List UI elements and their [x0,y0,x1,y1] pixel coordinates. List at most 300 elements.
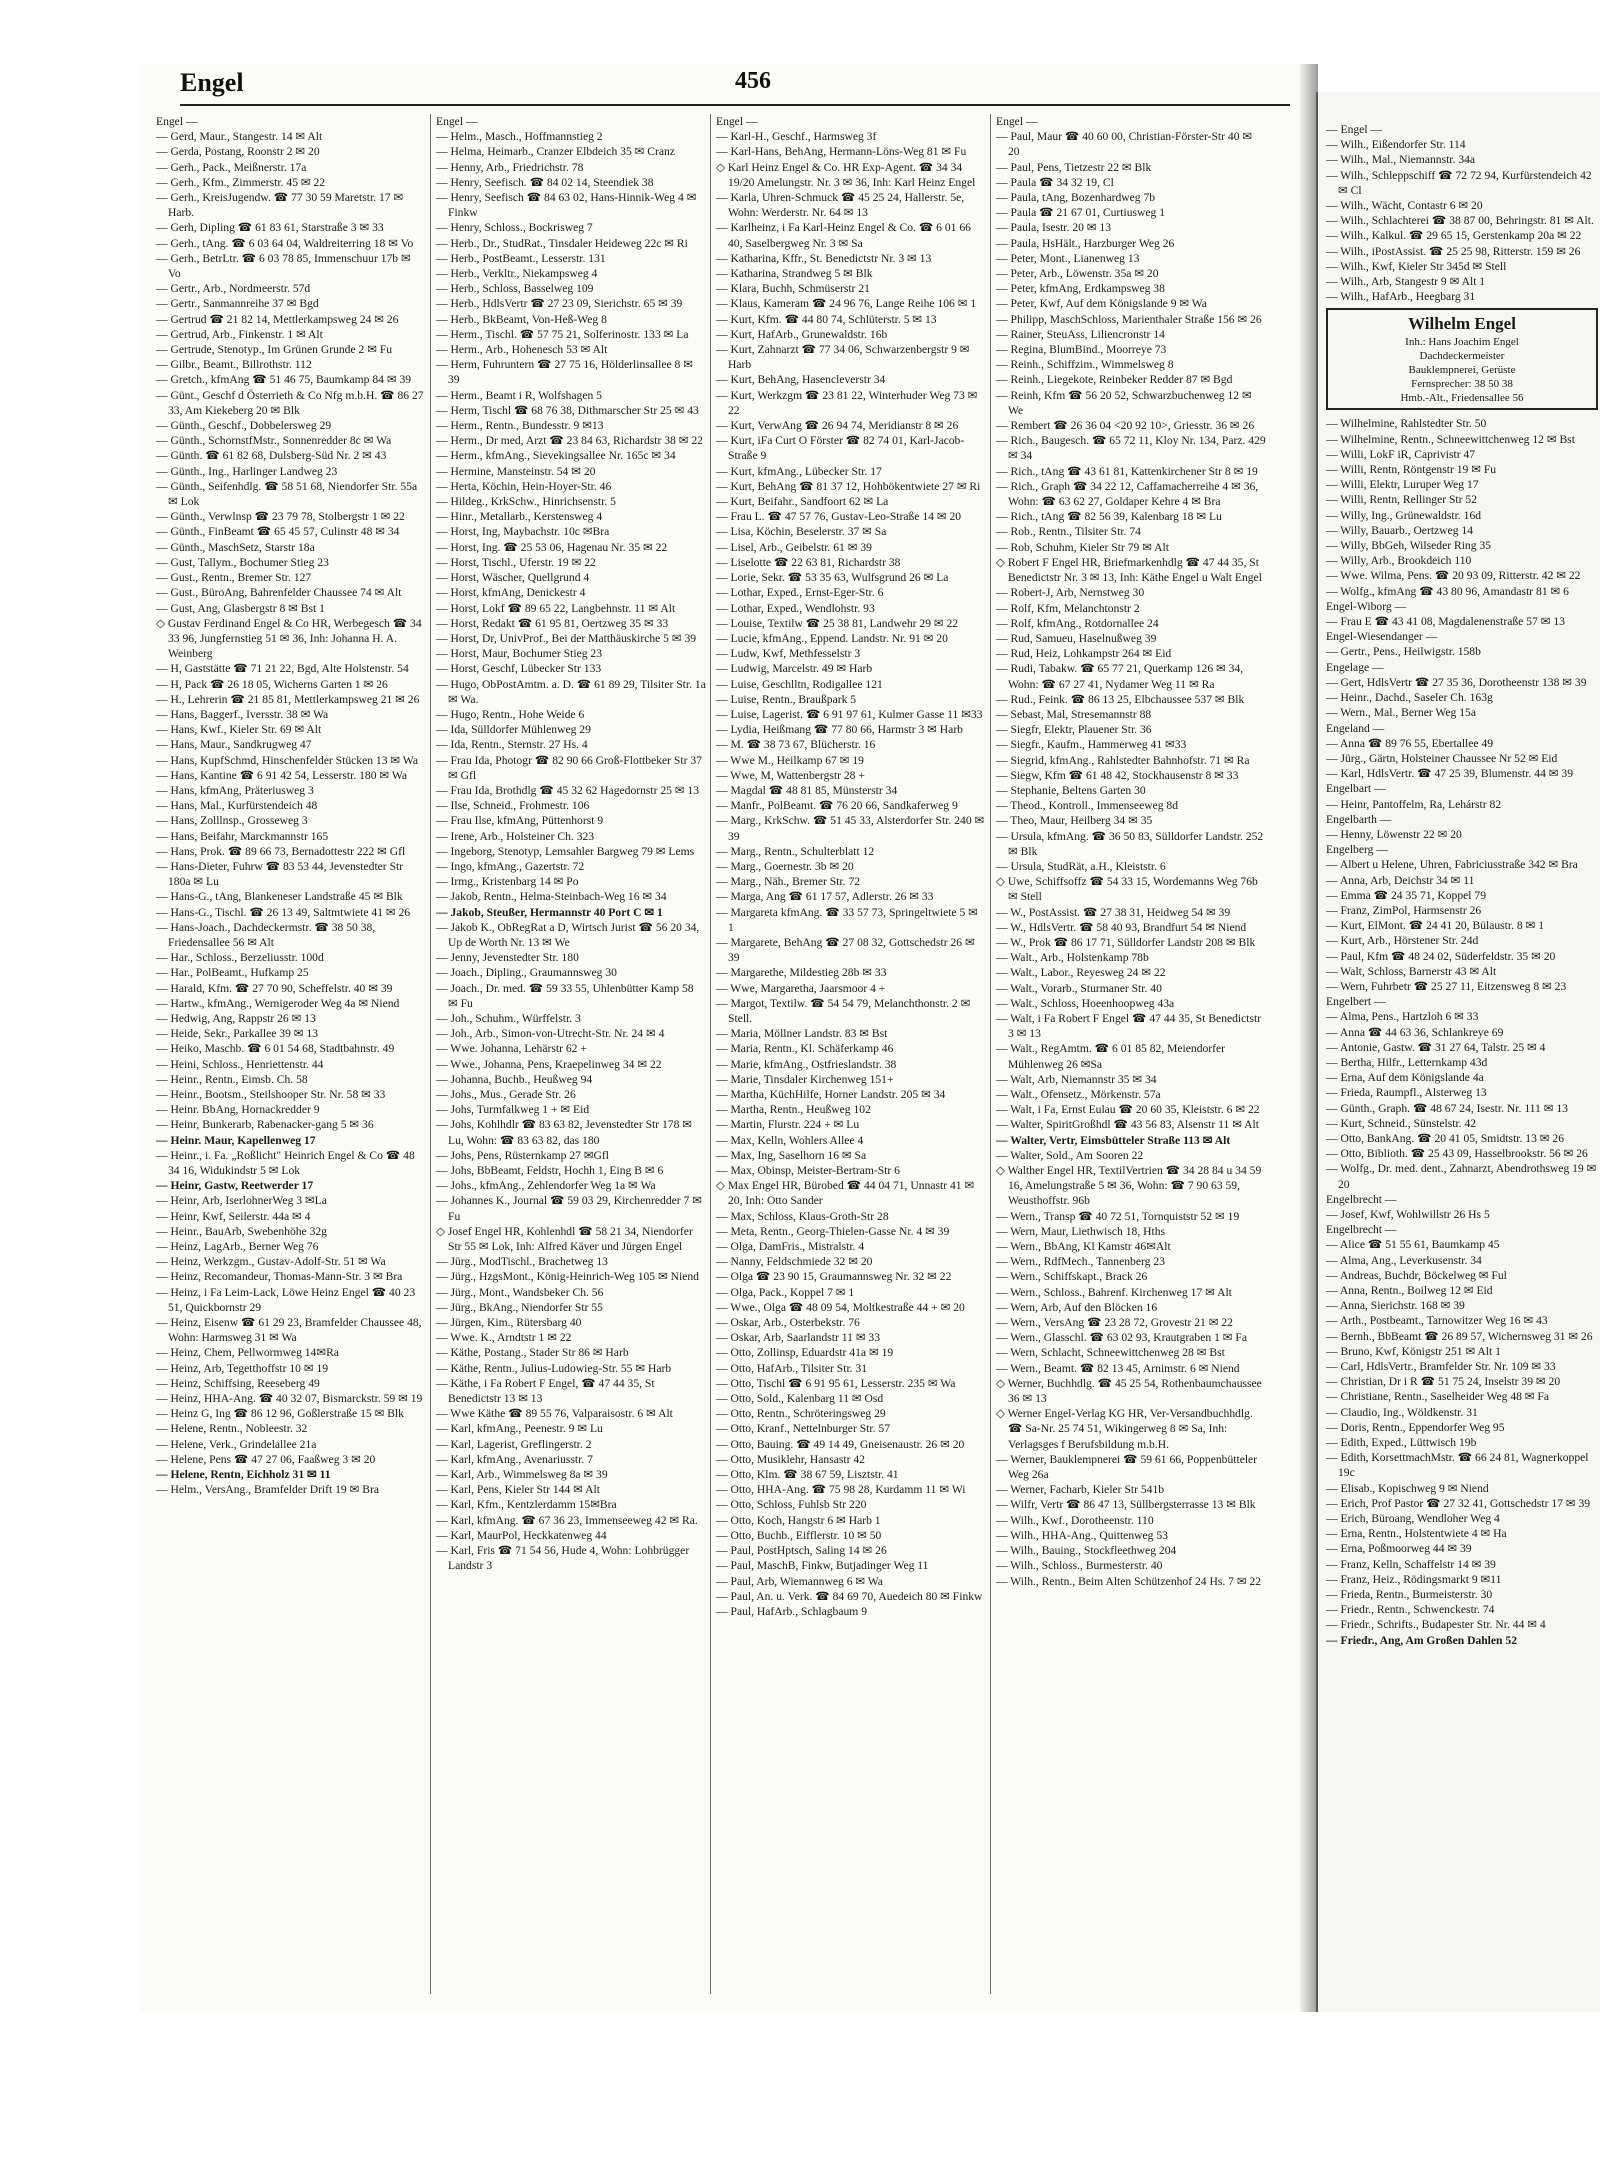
directory-entry: — Günth., Ing., Harlinger Landweg 23 [156,464,338,478]
directory-entry: — Erich, Büroang, Wendloher Weg 4 [1326,1512,1500,1526]
directory-entry: — Willy, BbGeh, Wilseder Ring 35 [1326,539,1492,553]
directory-entry: — Wilh., Arb, Stangestr 9 ✉ Alt 1 [1326,275,1486,289]
directory-entry: — Rob., Rentn., Tilsiter Str. 74 [996,525,1141,539]
directory-entry: — Wilh., Wächt, Contastr 6 ✉ 20 [1326,199,1483,213]
directory-entry: — Walt., Labor., Reyesweg 24 ✉ 22 [996,966,1166,980]
directory-entry: — Hans, Prok. ☎ 89 66 73, Bernadottestr 222 ✉ Gfl [156,844,406,858]
directory-entry: — Ludwig, Marcelstr. 49 ✉ Harb [716,662,873,676]
directory-entry: — Otto, HHA-Ang. ☎ 75 98 28, Kurdamm 11 ✉ Wi [716,1483,966,1497]
directory-column-3 [716,114,986,2004]
directory-entry: — H, Gaststätte ☎ 71 21 22, Bgd, Alte Holstenstr. 54 [156,662,409,676]
directory-entry: — Paul, An. u. Verk. ☎ 84 69 70, Auedeich 80 ✉ Finkw [716,1589,983,1603]
directory-entry: — Ida, Sülldorfer Mühlenweg 29 [436,723,591,737]
directory-entry: — Gerh., Pack., Meißnerstr. 17a [156,160,307,174]
directory-entry: — Willi, Rentn, Röntgenstr 19 ✉ Fu [1326,463,1497,477]
directory-entry: — Kurt, kfmAng., Lübecker Str. 17 [716,464,882,478]
directory-entry: — Walter, Vertr, Eimsbütteler Straße 113 ✉ Alt [996,1133,1231,1147]
directory-entry: — Henry, Schloss., Bockrisweg 7 [436,221,593,235]
directory-entry: Engelbrecht — [1326,1223,1397,1237]
directory-entry: — Katharina, Strandweg 5 ✉ Blk [716,267,873,281]
directory-entry: — Karla, Uhren-Schmuck ☎ 45 25 24, Hallerstr. 5e, Wohn: Werderstr. Nr. 64 ✉ 13 [716,191,965,220]
directory-entry: — Friedr., Schrifts., Budapester Str. Nr. 44 ✉ 4 [1326,1618,1546,1632]
directory-entry: — Christian, Dr i R ☎ 51 75 24, Inselstr 39 ✉ 20 [1326,1375,1561,1389]
directory-entry: — Horst, Lokf ☎ 89 65 22, Langbehnstr. 11 ✉ Alt [436,601,676,615]
directory-entry: — Olga ☎ 23 90 15, Graumannsweg Nr. 32 ✉ 22 [716,1270,952,1284]
directory-entry: — Bruno, Kwf, Königstr 251 ✉ Alt 1 [1326,1344,1501,1358]
directory-entry: — Gust., Rentn., Bremer Str. 127 [156,571,312,585]
directory-entry: — Franz, Heiz., Rödingsmarkt 9 ✉11 [1326,1572,1502,1586]
column-divider [430,114,431,1994]
directory-entry: — Jakob, Steußer, Hermannstr 40 Port C ✉ 1 [436,905,663,919]
directory-entry: — Marg., KrkSchw. ☎ 51 45 33, Alsterdorfer Str. 240 ✉ 39 [716,814,985,843]
directory-entry: — Horst, Tischl., Uferstr. 19 ✉ 22 [436,555,596,569]
directory-entry: — Günth., MaschSetz, Starstr 18a [156,540,315,554]
directory-entry: — Gerh., KreisJugendw. ☎ 77 30 59 Maretstr. 17 ✉ Harb. [156,191,404,220]
directory-entry: — Frau E ☎ 43 41 08, Magdalenenstraße 57 ✉ 13 [1326,615,1565,629]
directory-entry: — Wern., Beamt. ☎ 82 13 45, Arnimstr. 6 ✉ Niend [996,1361,1240,1375]
directory-entry: — Wolfg., Dr. med. dent., Zahnarzt, Abendrothsweg 19 ✉ 20 [1326,1162,1597,1191]
ad-line: Inh.: Hans Joachim Engel [1405,336,1519,349]
directory-entry: — Marga, Ang ☎ 61 17 57, Adlerstr. 26 ✉ 33 [716,890,934,904]
directory-entry: — Otto, HafArb., Tilsiter Str. 31 [716,1361,868,1375]
directory-entry: — Rob, Schuhm, Kieler Str 79 ✉ Alt [996,540,1169,554]
directory-entry: — Wilh., Mal., Niemannstr. 34a [1326,153,1476,167]
directory-entry: — Margarete, BehAng ☎ 27 08 32, Gottschedstr 26 ✉ 39 [716,935,975,965]
directory-entry: — Günt., Geschf d Österrieth & Co Nfg m.b.H. ☎ 86 27 33, Am Kiekeberg 20 ✉ Blk [156,388,424,417]
directory-entry: — Ilse, Schneid., Frohmestr. 106 [436,799,590,813]
directory-entry: — Jakob K., ObRegRat a D, Wirtsch Jurist ☎ 56 20 34, Up de Worth Nr. 13 ✉ We [436,920,700,949]
directory-entry: — Hans, Baggerf., Iversstr. 38 ✉ Wa [156,707,329,721]
directory-entry: — Herm., Tischl. ☎ 57 75 21, Solferinostr. 133 ✉ La [436,327,689,341]
directory-entry: — Gust., BüroAng, Bahrenfelder Chaussee 74 ✉ Alt [156,586,402,600]
directory-entry: — Joach., Dr. med. ☎ 59 33 55, Uhlenbütter Kamp 58 ✉ Fu [436,981,694,1010]
directory-entry: — Karl, Lagerist, Greflingerstr. 2 [436,1437,592,1451]
directory-entry: — Kurt, Zahnarzt ☎ 77 34 06, Schwarzenbergstr 9 ✉ Harb [716,343,970,372]
directory-entry: — Gilbr., Beamt., Billrothstr. 112 [156,358,312,372]
directory-entry: — Herb., Dr., StudRat., Tinsdaler Heideweg 22c ✉ Ri [436,236,688,250]
directory-entry: ◇ Werner Engel-Verlag KG HR, Ver-Versandbuchhdlg. ☎ Sa-Nr. 25 74 51, Wikingerweg 8 ✉ Sa, Inh: Verlagsges f Berufsbildung m.b.H. [996,1407,1253,1451]
column-divider [710,114,711,1994]
directory-entry: — Philipp, MaschSchloss, Marienthaler Straße 156 ✉ 26 [996,312,1262,326]
directory-entry: — Otto, Rentn., Schröteringsweg 29 [716,1407,886,1421]
directory-entry: — Kurt, Werkzgm ☎ 23 81 22, Winterhuder Weg 73 ✉ 22 [716,388,978,417]
directory-entry: — Emma ☎ 24 35 71, Koppel 79 [1326,888,1486,902]
ad-line: Hmb.-Alt., Friedensallee 56 [1400,392,1524,405]
directory-entry: — Johannes K., Journal ☎ 59 03 29, Kirchenredder 7 ✉ Fu [436,1194,702,1223]
directory-entry: ◇ Walther Engel HR, TextilVertrien ☎ 34 28 84 u 34 59 16, Amelungstraße 5 ✉ 36, Wohn: ☎ 7 90 63 59, Weusthoffstr. 96b [996,1164,1262,1208]
directory-entry: — Rudi, Tabakw. ☎ 65 77 21, Querkamp 126 ✉ 34, Wohn: ☎ 67 27 41, Nydamer Weg 11 ✉ Ra [996,662,1244,691]
directory-entry: — Martin, Flurstr. 224 + ✉ Lu [716,1118,860,1132]
directory-entry: — Otto, Schloss, Fuhlsb Str 220 [716,1498,867,1512]
directory-entry: — Gertr., Arb., Nordmeerstr. 57d [156,282,311,296]
directory-entry: — Otto, Klm. ☎ 38 67 59, Lisztstr. 41 [716,1468,899,1482]
directory-entry: — Lothar, Exped., Ernst-Eger-Str. 6 [716,586,884,600]
directory-entry: — Doris, Rentn., Eppendorfer Weg 95 [1326,1420,1505,1434]
directory-entry: — Gerh., tAng. ☎ 6 03 64 04, Waldreiterring 18 ✉ Vo [156,236,414,250]
directory-entry: — Wwe. Wilma, Pens. ☎ 20 93 09, Ritterstr. 42 ✉ 22 [1326,569,1581,583]
directory-entry: — Hans, KupfSchmd, Hinschenfelder Stücken 13 ✉ Wa [156,753,418,767]
facing-entries-bottom [1326,416,1598,1647]
directory-entry: — Har., PolBeamt., Hufkamp 25 [156,966,309,980]
directory-entry: — Gertrud ☎ 21 82 14, Mettlerkampsweg 24 ✉ 26 [156,312,399,326]
directory-entry: — Henny, Löwenstr 22 ✉ 20 [1326,827,1462,841]
directory-entry: — Ingo, kfmAng., Gazertstr. 72 [436,859,585,873]
directory-entry: — Otto, Kranf., Nettelnburger Str. 57 [716,1422,890,1436]
directory-entry: — Peter, Arb., Löwenstr. 35a ✉ 20 [996,267,1159,281]
page-margin [0,2012,1600,2177]
directory-entry: — Maria, Rentn., Kl. Schäferkamp 46 [716,1042,894,1056]
directory-entry: — Wern., Mal., Berner Weg 15a [1326,706,1476,720]
directory-entry: — Willy, Bauarb., Oertzweg 14 [1326,523,1473,537]
directory-entry: — Anna, Sierichstr. 168 ✉ 39 [1326,1299,1465,1313]
directory-entry: — Hans-Joach., Dachdeckermstr. ☎ 38 50 38, Friedensallee 56 ✉ Alt [156,920,376,949]
directory-entry: ◇ Werner, Buchhdlg. ☎ 45 25 54, Rothenbaumchaussee 36 ✉ 13 [996,1376,1262,1406]
directory-entry: — Hans, Zolllnsp., Grosseweg 3 [156,814,308,828]
directory-entry: — Kurt, Arb., Hörstener Str. 24d [1326,934,1479,948]
directory-entry: — Christiane, Rentn., Saselheider Weg 48 ✉ Fa [1326,1390,1550,1404]
directory-entry: — Wern, Maur, Liethwisch 18, Hths [996,1224,1166,1238]
directory-entry: — Heinr. BbAng, Hornackredder 9 [156,1103,320,1117]
directory-entry: — Herb., Verkltr., Niekampsweg 4 [436,267,598,281]
directory-entry: — Siegw, Kfm ☎ 61 48 42, Stockhausenstr 8 ✉ 33 [996,768,1239,782]
directory-entry: — Willi, Elektr, Luruper Weg 17 [1326,478,1479,492]
directory-entry: — Hans, Maur., Sandkrugweg 47 [156,738,312,752]
directory-entry: — Johs., kfmAng., Zehlendorfer Weg 1a ✉ Wa [436,1179,656,1193]
directory-entry: — Kurt, Schneid., Sünstelstr. 42 [1326,1116,1477,1130]
directory-entry: — Wwe., Johanna, Pens, Kraepelinweg 34 ✉ 22 [436,1057,662,1071]
directory-entry: — Jürg., HzgsMont., König-Heinrich-Weg 105 ✉ Niend [436,1270,699,1284]
directory-entry: — Lydia, Heißmang ☎ 77 80 66, Harmstr 3 ✉ Harb [716,723,963,737]
directory-entry: — Heinz, Arb, Tegetthoffstr 10 ✉ 19 [156,1361,329,1375]
directory-entry: — Walter, SpiritGroßhdl ☎ 43 56 83, Alsenstr 11 ✉ Alt [996,1118,1259,1132]
directory-entry: — Marie, Tinsdaler Kirchenweg 151+ [716,1072,894,1086]
directory-entry: — Kurt, Kfm. ☎ 44 80 74, Schlüterstr. 5 ✉ 13 [716,312,937,326]
directory-entry: Engel — [156,115,198,128]
directory-entry: — Heinz, Schiffsing, Reeseberg 49 [156,1376,320,1390]
directory-entry: Engelberg — [1326,843,1388,857]
directory-entry: — Paul, Kfm ☎ 48 24 02, Süderfeldstr. 35 ✉ 20 [1326,949,1556,963]
directory-entry: — Peter, Kwf, Auf dem Königslande 9 ✉ Wa [996,297,1207,311]
directory-entry: — Herm., Beamt i R, Wolfshagen 5 [436,388,602,402]
directory-entry: — Marg., Rentn., Schulterblatt 12 [716,844,875,858]
directory-entry: — Frau L. ☎ 47 57 76, Gustav-Leo-Straße 14 ✉ 20 [716,510,962,524]
ad-line: Dachdeckermeister [1419,350,1505,363]
directory-entry: — Rainer, SteuAss, Liliencronstr 14 [996,327,1165,341]
directory-entry: — Helene, Rentn., Nobleestr. 32 [156,1422,308,1436]
directory-entry: — Rud, Heiz, Lohkampstr 264 ✉ Eid [996,647,1172,661]
directory-entry: — Heiko, Maschb. ☎ 6 01 54 68, Stadtbahnstr. 49 [156,1042,395,1056]
directory-entry: — Gertr., Pens., Heilwigstr. 158b [1326,645,1481,659]
directory-entry: — Wilhelmine, Rahlstedter Str. 50 [1326,417,1487,431]
ad-line: Fernsprecher: 38 50 38 [1411,378,1513,391]
directory-entry: — Hugo, Rentn., Hohe Weide 6 [436,707,585,721]
directory-entry: — Ursula, kfmAng. ☎ 36 50 83, Sülldorfer Landstr. 252 ✉ Blk [996,829,1264,858]
directory-entry: — Wwe., Olga ☎ 48 09 54, Moltkestraße 44 + ✉ 20 [716,1300,965,1314]
directory-entry: — Horst, Geschf, Lübecker Str 133 [436,662,602,676]
directory-entry: — Wilh., Schlachterei ☎ 38 87 00, Behringstr. 81 ✉ Alt. [1326,214,1594,228]
directory-entry: — Gertrude, Stenotyp., Im Grünen Grunde 2 ✉ Fu [156,343,393,357]
directory-entry: — Luise, Geschlltn, Rodigallee 121 [716,677,883,691]
directory-entry: — Peter, Mont., Lianenweg 13 [996,251,1140,265]
directory-entry: — Otto, Koch, Hangstr 6 ✉ Harb 1 [716,1513,881,1527]
directory-column-2 [436,114,706,2004]
directory-entry: — Max, Obinsp, Meister-Bertram-Str 6 [716,1164,900,1178]
directory-entry: — Rich., Graph ☎ 34 22 12, Caffamacherreihe 4 ✉ 36, Wohn: ☎ 63 62 27, Goldaper Kehre 4 ✉ Bra [996,479,1259,509]
directory-entry: — Günth., FinBeamt ☎ 65 45 57, Culinstr 48 ✉ 34 [156,525,400,539]
directory-entry: — Willi, Rentn, Rellinger Str 52 [1326,493,1477,507]
directory-entry: — Lothar, Exped., Wendlohstr. 93 [716,601,875,615]
directory-entry: — Heinr., Dachd., Saseler Ch. 163g [1326,691,1493,705]
directory-entry: — Johanna, Buchb., Heußweg 94 [436,1072,593,1086]
directory-entry: — Regina, BlumBind., Moorreye 73 [996,343,1167,357]
directory-entry: — Hinr., Metallarb., Kerstensweg 4 [436,510,603,524]
directory-entry: — Ursula, StudRät, a.H., Kleiststr. 6 [996,859,1166,873]
directory-entry: — Walt, i Fa, Ernst Eulau ☎ 20 60 35, Kleiststr. 6 ✉ 22 [996,1103,1260,1117]
ad-title: Wilhelm Engel [1408,314,1516,334]
directory-entry: — Johs, Kohlhdlr ☎ 83 63 82, Jevenstedter Str 178 ✉ Lu, Wohn: ☎ 83 63 82, das 180 [436,1118,693,1147]
directory-entry: — Alice ☎ 51 55 61, Baumkamp 45 [1326,1238,1500,1252]
directory-entry: — Magdal ☎ 48 81 85, Münsterstr 34 [716,783,898,797]
directory-entry: — Hugo, ObPostAmtm. a. D. ☎ 61 89 29, Tilsiter Str. 1a ✉ Wa. [436,677,706,706]
directory-entry: — Wilhelmine, Rentn., Schneewittchenweg 12 ✉ Bst [1326,432,1575,446]
directory-entry: — Carl, HdlsVertr., Bramfelder Str. Nr. 109 ✉ 33 [1326,1360,1556,1374]
directory-entry: — Herb., Schloss, Basselweg 109 [436,282,594,296]
directory-entry: — Peter, kfmAng, Erdkampsweg 38 [996,282,1165,296]
directory-entry: — Wilh., Kwf., Dorotheenstr. 110 [996,1513,1154,1527]
directory-entry: — Helma, Heimarb., Cranzer Elbdeich 35 ✉ Cranz [436,145,675,159]
directory-entry: — Wilh., Schloss., Burmesterstr. 40 [996,1559,1163,1573]
directory-entry: — Herm., Rentn., Bundesstr. 9 ✉13 [436,419,604,433]
directory-entry: — Heinr, Gastw, Reetwerder 17 [156,1179,314,1193]
directory-entry: — Paula ☎ 21 67 01, Curtiusweg 1 [996,206,1166,220]
directory-entry: — Wilh., iPostAssist. ☎ 25 25 98, Ritterstr. 159 ✉ 26 [1326,244,1581,258]
directory-entry: — Karl, Fris ☎ 71 54 56, Hude 4, Wohn: Lohbrügger Landstr 3 [436,1544,690,1573]
directory-entry: — Werner, Bauklempnerei ☎ 59 61 66, Poppenbütteler Weg 26a [996,1452,1258,1482]
directory-entry: — Wwe, M, Wattenbergstr 28 + [716,768,865,782]
directory-entry: — Heinr, Bunkerarb, Rabenacker-gang 5 ✉ 36 [156,1118,374,1132]
directory-entry: — Frieda, Raumpfl., Alsterweg 13 [1326,1086,1487,1100]
directory-entry: — Katharina, Kffr., St. Benedictstr Nr. 3 ✉ 13 [716,251,932,265]
directory-entry: — Friedr., Ang, Am Großen Dahlen 52 [1326,1633,1517,1647]
directory-entry: — Horst, kfmAng, Denickestr 4 [436,586,586,600]
directory-entry: — Reinh., Liegekote, Reinbeker Redder 87 ✉ Bgd [996,373,1233,387]
directory-entry: — Otto, Tischl ☎ 6 91 95 61, Lesserstr. 235 ✉ Wa [716,1376,956,1390]
directory-entry: — Franz, Kelln, Schaffelstr 14 ✉ 39 [1326,1557,1496,1571]
directory-entry: — H, Pack ☎ 26 18 05, Wicherns Garten 1 ✉ 26 [156,677,388,691]
directory-entry: — Heinz G, Ing ☎ 86 12 96, Goßlerstraße 15 ✉ Blk [156,1407,404,1421]
directory-entry: — Theod., Kontroll., Immenseeweg 8d [996,799,1179,813]
directory-entry: — Heinz, Recomandeur, Thomas-Mann-Str. 3 ✉ Bra [156,1270,403,1284]
directory-entry: — Frieda, Rentn., Burmeisterstr. 30 [1326,1588,1493,1602]
directory-entry: — Wilh., Eißendorfer Str. 114 [1326,138,1466,152]
directory-entry: — Paul, MaschB, Finkw, Butjadinger Weg 11 [716,1559,929,1573]
directory-entry: — Günth., Geschf., Dobbelersweg 29 [156,419,332,433]
directory-entry: — Herb., HdlsVertr ☎ 27 23 09, Sierichstr. 65 ✉ 39 [436,297,683,311]
directory-entry: — Henry, Seefisch. ☎ 84 02 14, Steendiek 38 [436,175,654,189]
directory-entry: — Bertha, Hilfr., Letternkamp 43d [1326,1055,1488,1069]
directory-entry: — W., Prok ☎ 86 17 71, Sülldorfer Landstr 208 ✉ Blk [996,935,1256,949]
directory-entry: — Wilh., HHA-Ang., Quittenweg 53 [996,1528,1168,1542]
directory-entry: — Heinz, LagArb., Berner Weg 76 [156,1240,319,1254]
directory-entry: — Elisab., Kopischweg 9 ✉ Niend [1326,1481,1489,1495]
directory-page [140,64,1316,2012]
directory-entry: — H., Lehrerin ☎ 21 85 81, Mettlerkampsweg 21 ✉ 26 [156,692,420,706]
directory-entry: — Horst, Redakt ☎ 61 95 81, Oertzweg 35 ✉ 33 [436,616,669,630]
directory-entry: — Wern., Schloss., Bahrenf. Kirchenweg 17 ✉ Alt [996,1285,1232,1299]
directory-entry: — Karl-H., Geschf., Harmsweg 3f [716,130,877,144]
directory-entry: — Günth., Seifenhdlg. ☎ 58 51 68, Niendorfer Str. 55a ✉ Lok [156,479,418,509]
directory-entry: — Wern., BbAng, Kl Kamstr 46✉Alt [996,1240,1171,1254]
directory-entry: — Heinr., BauArb, Swebenhöhe 32g [156,1224,327,1238]
directory-entry: — Nanny, Feldschmiede 32 ✉ 20 [716,1255,873,1269]
column-divider [990,114,991,1994]
directory-entry: — Otto, Musiklehr, Hansastr 42 [716,1452,865,1466]
directory-entry: — Heinr, Arb, IserlohnerWeg 3 ✉La [156,1194,327,1208]
directory-entry: — Martha, Rentn., Heußweg 102 [716,1103,871,1117]
directory-entry: — M. ☎ 38 73 67, Blücherstr. 16 [716,738,876,752]
running-head [180,68,1290,102]
directory-entry: — Wern, Schlacht, Schneewittchenweg 28 ✉ Bst [996,1346,1225,1360]
directory-entry: — Helene, Pens ☎ 47 27 06, Faaßweg 3 ✉ 20 [156,1452,376,1466]
directory-entry: — Rembert ☎ 26 36 04 <20 92 10>, Griesstr. 36 ✉ 26 [996,419,1255,433]
directory-entry: — Kurt, iFa Curt O Förster ☎ 82 74 01, Karl-Jacob-Straße 9 [716,434,965,463]
directory-entry: Engelbarth — [1326,812,1392,826]
directory-entry: — Joach., Dipling., Graumannsweg 30 [436,966,617,980]
directory-entry: — Wilfr, Vertr ☎ 86 47 13, Süllbergsterrasse 13 ✉ Blk [996,1498,1256,1512]
directory-entry: — Käthe, i Fa Robert F Engel, ☎ 47 44 35, St Benedictstr 13 ✉ 13 [436,1376,655,1406]
directory-entry: — Oskar, Arb., Osterbekstr. 76 [716,1316,860,1330]
directory-entry: — Har., Schloss., Berzeliusstr. 100d [156,951,324,965]
directory-entry: — Rich., tAng ☎ 43 61 81, Kattenkirchener Str 8 ✉ 19 [996,464,1258,478]
directory-entry: — Karl, MaurPol, Heckkatenweg 44 [436,1528,607,1542]
directory-entry: — Manfr., PolBeamt. ☎ 76 20 66, Sandkaferweg 9 [716,799,958,813]
directory-entry: — Wwe. Johanna, Lehärstr 62 + [436,1042,587,1056]
directory-entry: Engel-Wiesendanger — [1326,630,1438,644]
directory-entry: — Jakob, Rentn., Helma-Steinbach-Weg 16 ✉ 34 [436,890,667,904]
directory-entry: — Bernh., BbBeamt ☎ 26 89 57, Wichernsweg 31 ✉ 26 [1326,1329,1593,1343]
directory-entry: — Reinh., Schiffzim., Wimmelsweg 8 [996,358,1174,372]
directory-entry: — W., PostAssist. ☎ 27 38 31, Heidweg 54 ✉ 39 [996,905,1231,919]
directory-entry: — Friedr., Rentn., Schwenckestr. 74 [1326,1603,1495,1617]
directory-entry: — Werner, Facharb, Kieler Str 541b [996,1483,1165,1497]
directory-entry: — Willi, LokF iR, Caprivistr 47 [1326,447,1476,461]
directory-entry: — Paul, Maur ☎ 40 60 00, Christian-Förster-Str 40 ✉ 20 [996,130,1253,159]
directory-entry: — Jürg., BkAng., Niendorfer Str 55 [436,1300,603,1314]
directory-entry: — Paul, HafArb., Schlagbaum 9 [716,1604,868,1618]
directory-entry: — Kurt, BehAng ☎ 81 37 12, Hohbökentwiete 27 ✉ Ri [716,479,981,493]
directory-entry: — Wern., VersAng ☎ 23 28 72, Grovestr 21 ✉ 22 [996,1316,1233,1330]
directory-entry: — Wwe M., Heilkamp 67 ✉ 19 [716,753,864,767]
directory-entry: — W., HdlsVertr. ☎ 58 40 93, Brandfurt 54 ✉ Niend [996,920,1247,934]
directory-entry: — Jürgen, Kim., Rütersbarg 40 [436,1316,582,1330]
directory-entry: — Jürg., Mont., Wandsbeker Ch. 56 [436,1285,604,1299]
directory-entry: Engelbert — [1326,995,1386,1009]
directory-entry: — Anna ☎ 44 63 36, Schlankreye 69 [1326,1025,1504,1039]
directory-entry: Engelage — [1326,660,1384,674]
directory-entry: — Karl-Hans, BehAng, Hermann-Löns-Weg 81 ✉ Fu [716,145,967,159]
directory-column-1 [156,114,426,2004]
directory-entry: — Albert u Helene, Uhren, Fabriciusstraße 342 ✉ Bra [1326,858,1578,872]
directory-entry: — Herta, Köchin, Hein-Hoyer-Str. 46 [436,479,612,493]
directory-entry: — Joh., Schuhm., Würffelstr. 3 [436,1011,581,1025]
directory-entry: — Herb., BkBeamt, Von-Heß-Weg 8 [436,312,607,326]
directory-entry: — Hans, Kwf., Kieler Str. 69 ✉ Alt [156,723,322,737]
directory-entry: — Joh., Arb., Simon-von-Utrecht-Str. Nr. 24 ✉ 4 [436,1027,665,1041]
advertisement-box [1326,308,1598,410]
directory-entry: — Walt., Arb., Holstenkamp 78b [996,951,1149,965]
directory-entry: ◇ Uwe, Schiffsoffz ☎ 54 33 15, Wordemanns Weg 76b ✉ Stell [996,875,1258,904]
directory-entry: — Walt., Ofensetz., Mörkenstr. 57a [996,1088,1161,1101]
directory-entry: — Otto, Buchb., Eifflerstr. 10 ✉ 50 [716,1528,882,1542]
directory-entry: — Siegrid, kfmAng., Rahlstedter Bahnhofstr. 71 ✉ Ra [996,753,1250,767]
directory-entry: — Heinr, Kwf, Seilerstr. 44a ✉ 4 [156,1209,311,1223]
directory-entry: — Gretch., kfmAng ☎ 51 46 75, Baumkamp 84 ✉ 39 [156,373,412,387]
directory-entry: — Paula, Isestr. 20 ✉ 13 [996,221,1112,235]
directory-entry: — Otto, Biblioth. ☎ 25 43 09, Hasselbrookstr. 56 ✉ 26 [1326,1147,1588,1161]
directory-entry: — Irene, Arb., Holsteiner Ch. 323 [436,829,595,843]
directory-entry: — Wern, Fuhrbetr ☎ 25 27 11, Eitzensweg 8 ✉ 23 [1326,979,1567,993]
directory-entry: — Marg., Goernestr. 3b ✉ 20 [716,859,854,873]
directory-entry: — Wilh., HafArb., Heegbarg 31 [1326,290,1476,304]
directory-entry: — Johs, BbBeamt, Feldstr, Hochh 1, Eing B ✉ 6 [436,1164,664,1178]
directory-entry: — Hans, Mal., Kurfürstendeich 48 [156,799,318,813]
directory-entry: — Wern., RdfMech., Tannenberg 23 [996,1255,1165,1269]
directory-entry: — Max, Kelln, Wohlers Allee 4 [716,1133,864,1147]
directory-entry: — Maria, Möllner Landstr. 83 ✉ Bst [716,1027,888,1041]
directory-entry: — Robert-J, Arb, Nernstweg 30 [996,586,1145,600]
directory-entry: ◇ Robert F Engel HR, Briefmarkenhdlg ☎ 47 44 35, St Benedictstr Nr. 3 ✉ 13, Inh: Käthe Engel u Walt Engel [996,555,1262,585]
directory-entry: — Siegfr., Kaufm., Hammerweg 41 ✉33 [996,738,1187,752]
directory-entry: Engeland — [1326,721,1385,735]
directory-entry: — Stephanie, Beltens Garten 30 [996,783,1146,797]
directory-entry: — Gerh., Kfm., Zimmerstr. 45 ✉ 22 [156,175,326,189]
directory-entry: Engelbrecht — [1326,1192,1397,1206]
directory-entry: — Otto, BankAng. ☎ 20 41 05, Smidtstr. 13 ✉ 26 [1326,1131,1565,1145]
directory-entry: — Kurt, BehAng, Hasencleverstr 34 [716,373,886,387]
directory-entry: — Anna, Rentn., Boilweg 12 ✉ Eid [1326,1284,1493,1298]
directory-entry: — Wwe, Margaretha, Jaarsmoor 4 + [716,981,886,995]
directory-entry: — Edith, KorsettmachMstr. ☎ 66 24 81, Wagnerkoppel 19c [1326,1451,1589,1480]
directory-entry: — Otto, Sold., Kalenbarg 11 ✉ Osd [716,1392,884,1406]
directory-entry: — Anna ☎ 89 76 55, Ebertallee 49 [1326,736,1494,750]
directory-entry: — Heinr., Bootsm., Steilshooper Str. Nr. 58 ✉ 33 [156,1088,386,1101]
directory-entry: — Hartw., kfmAng., Wernigeroder Weg 4a ✉ Niend [156,996,400,1010]
directory-entry: — Wern, Arb, Auf den Blöcken 16 [996,1300,1158,1314]
header-rule [180,104,1290,106]
directory-entry: — Herm., Arb., Hohenesch 53 ✉ Alt [436,343,608,357]
directory-entry: — Siegfr, Elektr, Plauener Str. 36 [996,723,1152,737]
directory-entry: — Hans-Dieter, Fuhrw ☎ 83 53 44, Jevenstedter Str 180a ✉ Lu [156,859,404,889]
directory-entry: — Engel — [1326,123,1383,136]
directory-entry: — Gerh., BetrLtr. ☎ 6 03 78 85, Immenschuur 17b ✉ Vo [156,251,411,281]
directory-entry: — Franz, ZimPol, Harmsenstr 26 [1326,903,1482,917]
directory-entry: — Rich., Baugesch. ☎ 65 72 11, Kloy Nr. 134, Parz. 429 ✉ 34 [996,434,1266,463]
directory-entry: — Otto, Zollinsp, Eduardstr 41a ✉ 19 [716,1346,894,1360]
directory-entry: — Heinr., i. Fa. „Roßlicht" Heinrich Engel & Co ☎ 48 34 16, Widukindstr 5 ✉ Lok [156,1148,415,1178]
directory-entry: — Rud, Samueu, Haselnußweg 39 [996,631,1157,645]
directory-entry: — Karl, kfmAng., Peenestr. 9 ✉ Lu [436,1422,603,1436]
directory-entry: — Horst, Dr, UnivProf., Bei der Matthäuskirche 5 ✉ 39 [436,631,697,645]
directory-entry: — Willy, Ing., Grünewaldstr. 16d [1326,508,1482,522]
directory-entry: — Otto, Bauing. ☎ 49 14 49, Gneisenaustr. 26 ✉ 20 [716,1437,965,1451]
directory-entry: — Jürg., Gärtn, Holsteiner Chaussee Nr 52 ✉ Eid [1326,751,1558,765]
directory-entry: — Kurt, HafArb., Grunewaldstr. 16b [716,327,888,341]
directory-entry: — Erna, Auf dem Königslande 4a [1326,1071,1484,1085]
directory-entry: — Hedwig, Ang, Rappstr 26 ✉ 13 [156,1011,316,1025]
directory-entry: — Gertrud, Arb., Finkenstr. 1 ✉ Alt [156,327,323,341]
directory-entry: — Margot, Textilw. ☎ 54 54 79, Melanchthonstr. 2 ✉ Stell. [716,996,971,1025]
directory-entry: — Rolf, Kfm, Melanchtonstr 2 [996,601,1140,615]
